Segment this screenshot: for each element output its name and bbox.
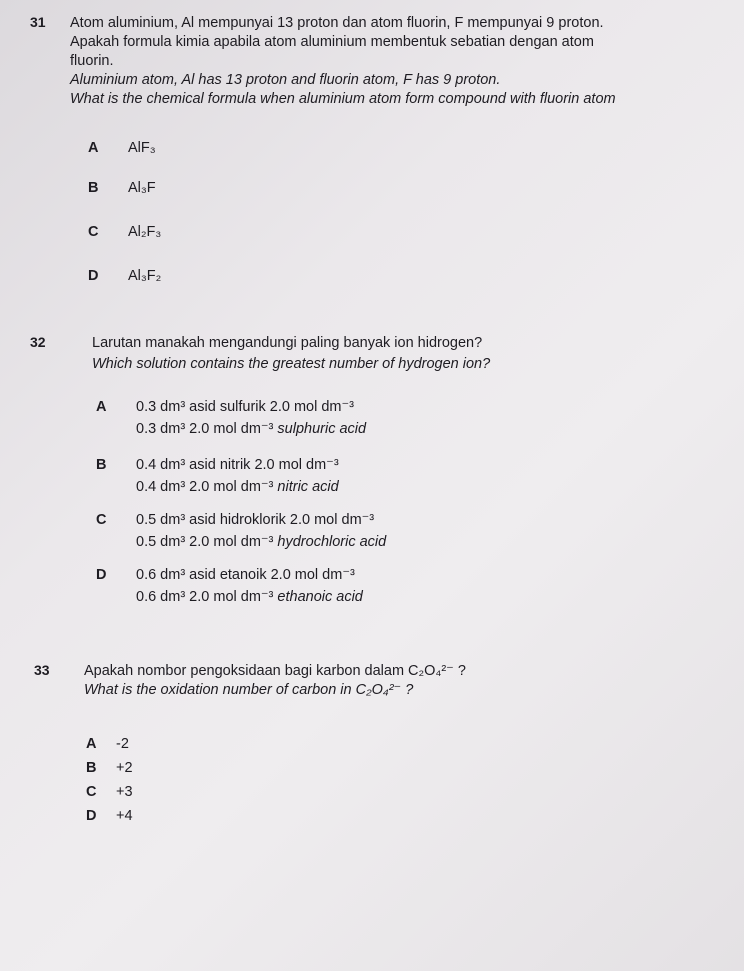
option-text-malay: 0.5 dm³ asid hidroklorik 2.0 mol dm⁻³ [136,512,375,528]
option-text-malay: 0.3 dm³ asid sulfurik 2.0 mol dm⁻³ [136,399,354,415]
option-c[interactable] [96,509,386,553]
option-quantity: 0.6 dm³ 2.0 mol dm⁻³ [136,589,274,605]
option-formula: Al₃F [128,180,156,196]
question-text-malay: Larutan manakah mengandungi paling banyak ion hidrogen? [92,335,483,351]
option-letter: A [88,140,99,156]
question-32 [30,334,730,374]
option-c[interactable] [86,784,133,800]
option-b[interactable] [88,180,156,196]
option-formula: Al₂F₃ [128,224,162,240]
option-text-english: ethanoic acid [277,589,363,605]
option-value: +4 [116,808,133,824]
option-value: +2 [116,760,133,776]
option-a[interactable] [86,736,129,752]
option-formula: Al₃F₂ [128,268,162,284]
question-text-english: What is the oxidation number of carbon in C₂O₄²⁻ ? [84,682,414,698]
option-letter: B [86,760,97,776]
question-31 [30,14,730,109]
option-letter: D [86,808,97,824]
option-b[interactable] [86,760,133,776]
option-letter: A [96,399,107,415]
question-text-malay: Apakah formula kimia apabila atom aluminium membentuk sebatian dengan atom [70,34,594,50]
question-text-english: Which solution contains the greatest number of hydrogen ion? [92,356,491,372]
option-d[interactable] [86,808,133,824]
option-text-malay: 0.6 dm³ asid etanoik 2.0 mol dm⁻³ [136,567,355,583]
question-text-malay: Apakah nombor pengoksidaan bagi karbon dalam C₂O₄²⁻ ? [84,663,466,679]
option-formula: AlF₃ [128,140,156,156]
option-letter: D [96,567,107,583]
option-b[interactable] [96,454,339,498]
question-text-english: Aluminium atom, Al has 13 proton and fluorin atom, F has 9 proton. [70,72,501,88]
option-text-malay: 0.4 dm³ asid nitrik 2.0 mol dm⁻³ [136,457,339,473]
option-quantity: 0.3 dm³ 2.0 mol dm⁻³ [136,421,274,437]
option-text-english: nitric acid [277,479,339,495]
option-a[interactable] [88,140,156,156]
option-letter: C [88,224,99,240]
question-text-malay: fluorin. [70,53,114,69]
option-letter: C [86,784,97,800]
option-a[interactable] [96,396,366,440]
option-value: -2 [116,736,129,752]
question-number: 31 [30,14,46,30]
option-quantity: 0.4 dm³ 2.0 mol dm⁻³ [136,479,274,495]
option-d[interactable] [88,268,161,284]
option-letter: D [88,268,99,284]
option-letter: B [96,457,107,473]
question-number: 32 [30,334,46,350]
option-quantity: 0.5 dm³ 2.0 mol dm⁻³ [136,534,274,550]
question-33 [34,662,734,700]
question-number: 33 [34,662,50,678]
question-text-malay: Atom aluminium, Al mempunyai 13 proton dan atom fluorin, F mempunyai 9 proton. [70,15,604,31]
question-text-english: What is the chemical formula when aluminium atom form compound with fluorin atom [70,91,616,107]
option-c[interactable] [88,224,161,240]
option-text-english: sulphuric acid [277,421,367,437]
option-letter: B [88,180,99,196]
option-d[interactable] [96,564,363,608]
option-letter: C [96,512,107,528]
option-text-english: hydrochloric acid [277,534,387,550]
option-letter: A [86,736,97,752]
option-value: +3 [116,784,133,800]
